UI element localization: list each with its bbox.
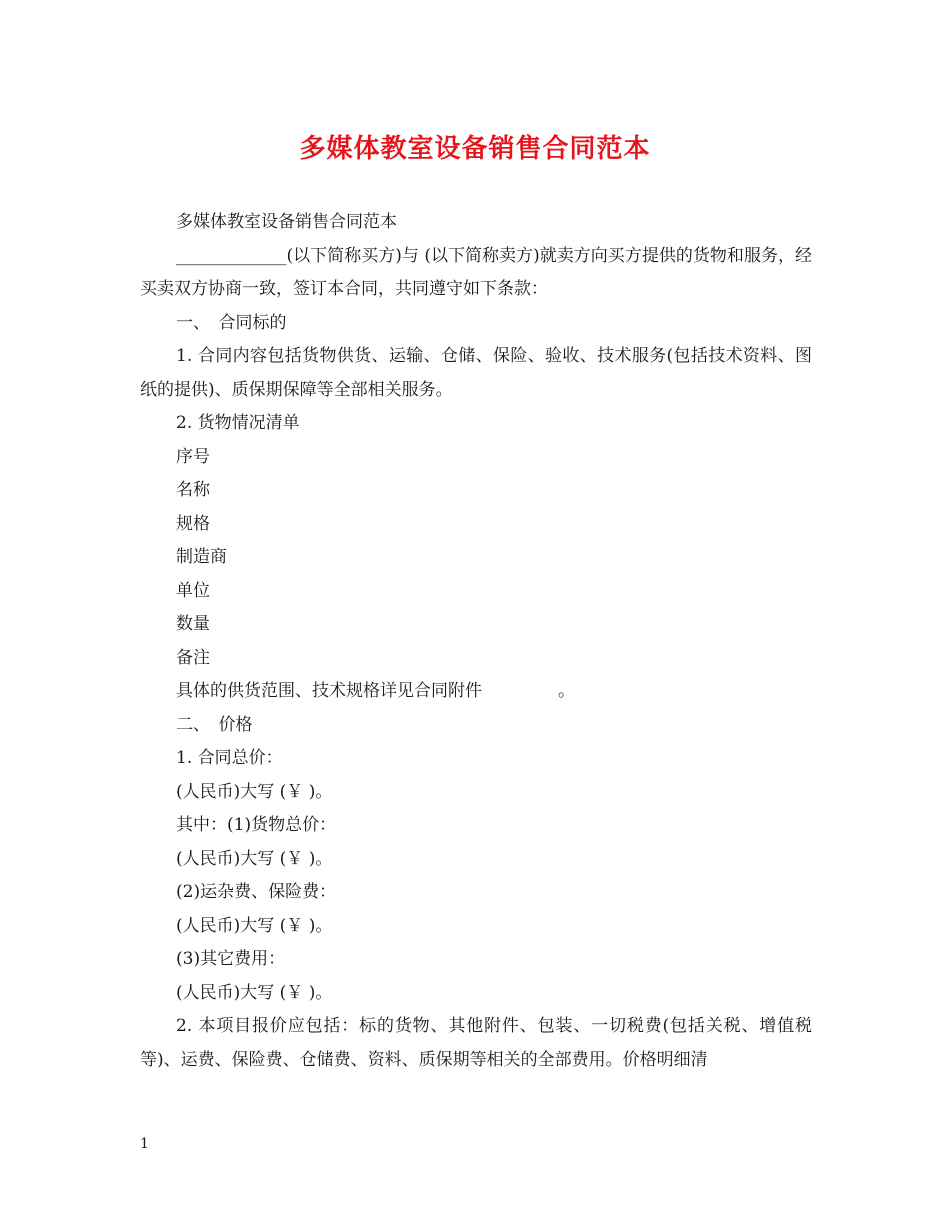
paragraph-subtitle: 多媒体教室设备销售合同范本 — [176, 212, 397, 232]
list-item: 名称 — [176, 480, 210, 500]
attachment-end: 。 — [558, 681, 575, 701]
page-number: 1 — [140, 1136, 149, 1152]
paragraph-goods-list-heading: 2. 货物情况清单 — [176, 413, 300, 433]
paragraph-total-price: 1. 合同总价： — [176, 748, 283, 768]
document-title: 多媒体教室设备销售合同范本 — [299, 134, 651, 164]
paragraph-goods-total: 其中：(1)货物总价： — [176, 815, 337, 835]
paragraph-freight: (2)运杂费、保险费： — [176, 882, 337, 902]
attachment-text: 具体的供货范围、技术规格详见合同附件 — [176, 681, 482, 701]
paragraph-price-inclusion: 2. 本项目报价应包括：标的货物、其他附件、包装、一切税费(包括关税、增值税等)、运费、保险费、仓储费、资料、质保期等相关的全部费用。价格明细清 — [140, 1016, 812, 1070]
document-body — [140, 206, 812, 1077]
paragraph-parties: _____________(以下简称买方)与 (以下简称卖方)就卖方向买方提供的货物和服务，经买卖双方协商一致，签订本合同，共同遵守如下条款： — [140, 245, 812, 299]
paragraph-amount: (人民币)大写 (￥ )。 — [176, 848, 333, 869]
paragraph-contract-content: 1. 合同内容包括货物供货、运输、仓储、保险、验收、技术服务(包括技术资料、图纸的提供)、质保期保障等全部相关服务。 — [140, 346, 812, 400]
section-heading-price: 二、 价格 — [176, 714, 253, 735]
list-item: 备注 — [176, 647, 210, 668]
paragraph-amount: (人民币)大写 (￥ )。 — [176, 915, 333, 936]
list-item: 制造商 — [176, 547, 227, 567]
list-item: 单位 — [176, 580, 210, 601]
list-item: 规格 — [176, 513, 210, 534]
paragraph-other-fees: (3)其它费用： — [176, 949, 286, 969]
section-heading-subject: 一、 合同标的 — [176, 312, 287, 333]
paragraph-amount: (人民币)大写 (￥ )。 — [176, 982, 333, 1003]
paragraph-attachment — [140, 675, 812, 709]
list-item: 序号 — [176, 446, 210, 467]
paragraph-amount: (人民币)大写 (￥ )。 — [176, 781, 333, 802]
list-item: 数量 — [176, 614, 210, 634]
